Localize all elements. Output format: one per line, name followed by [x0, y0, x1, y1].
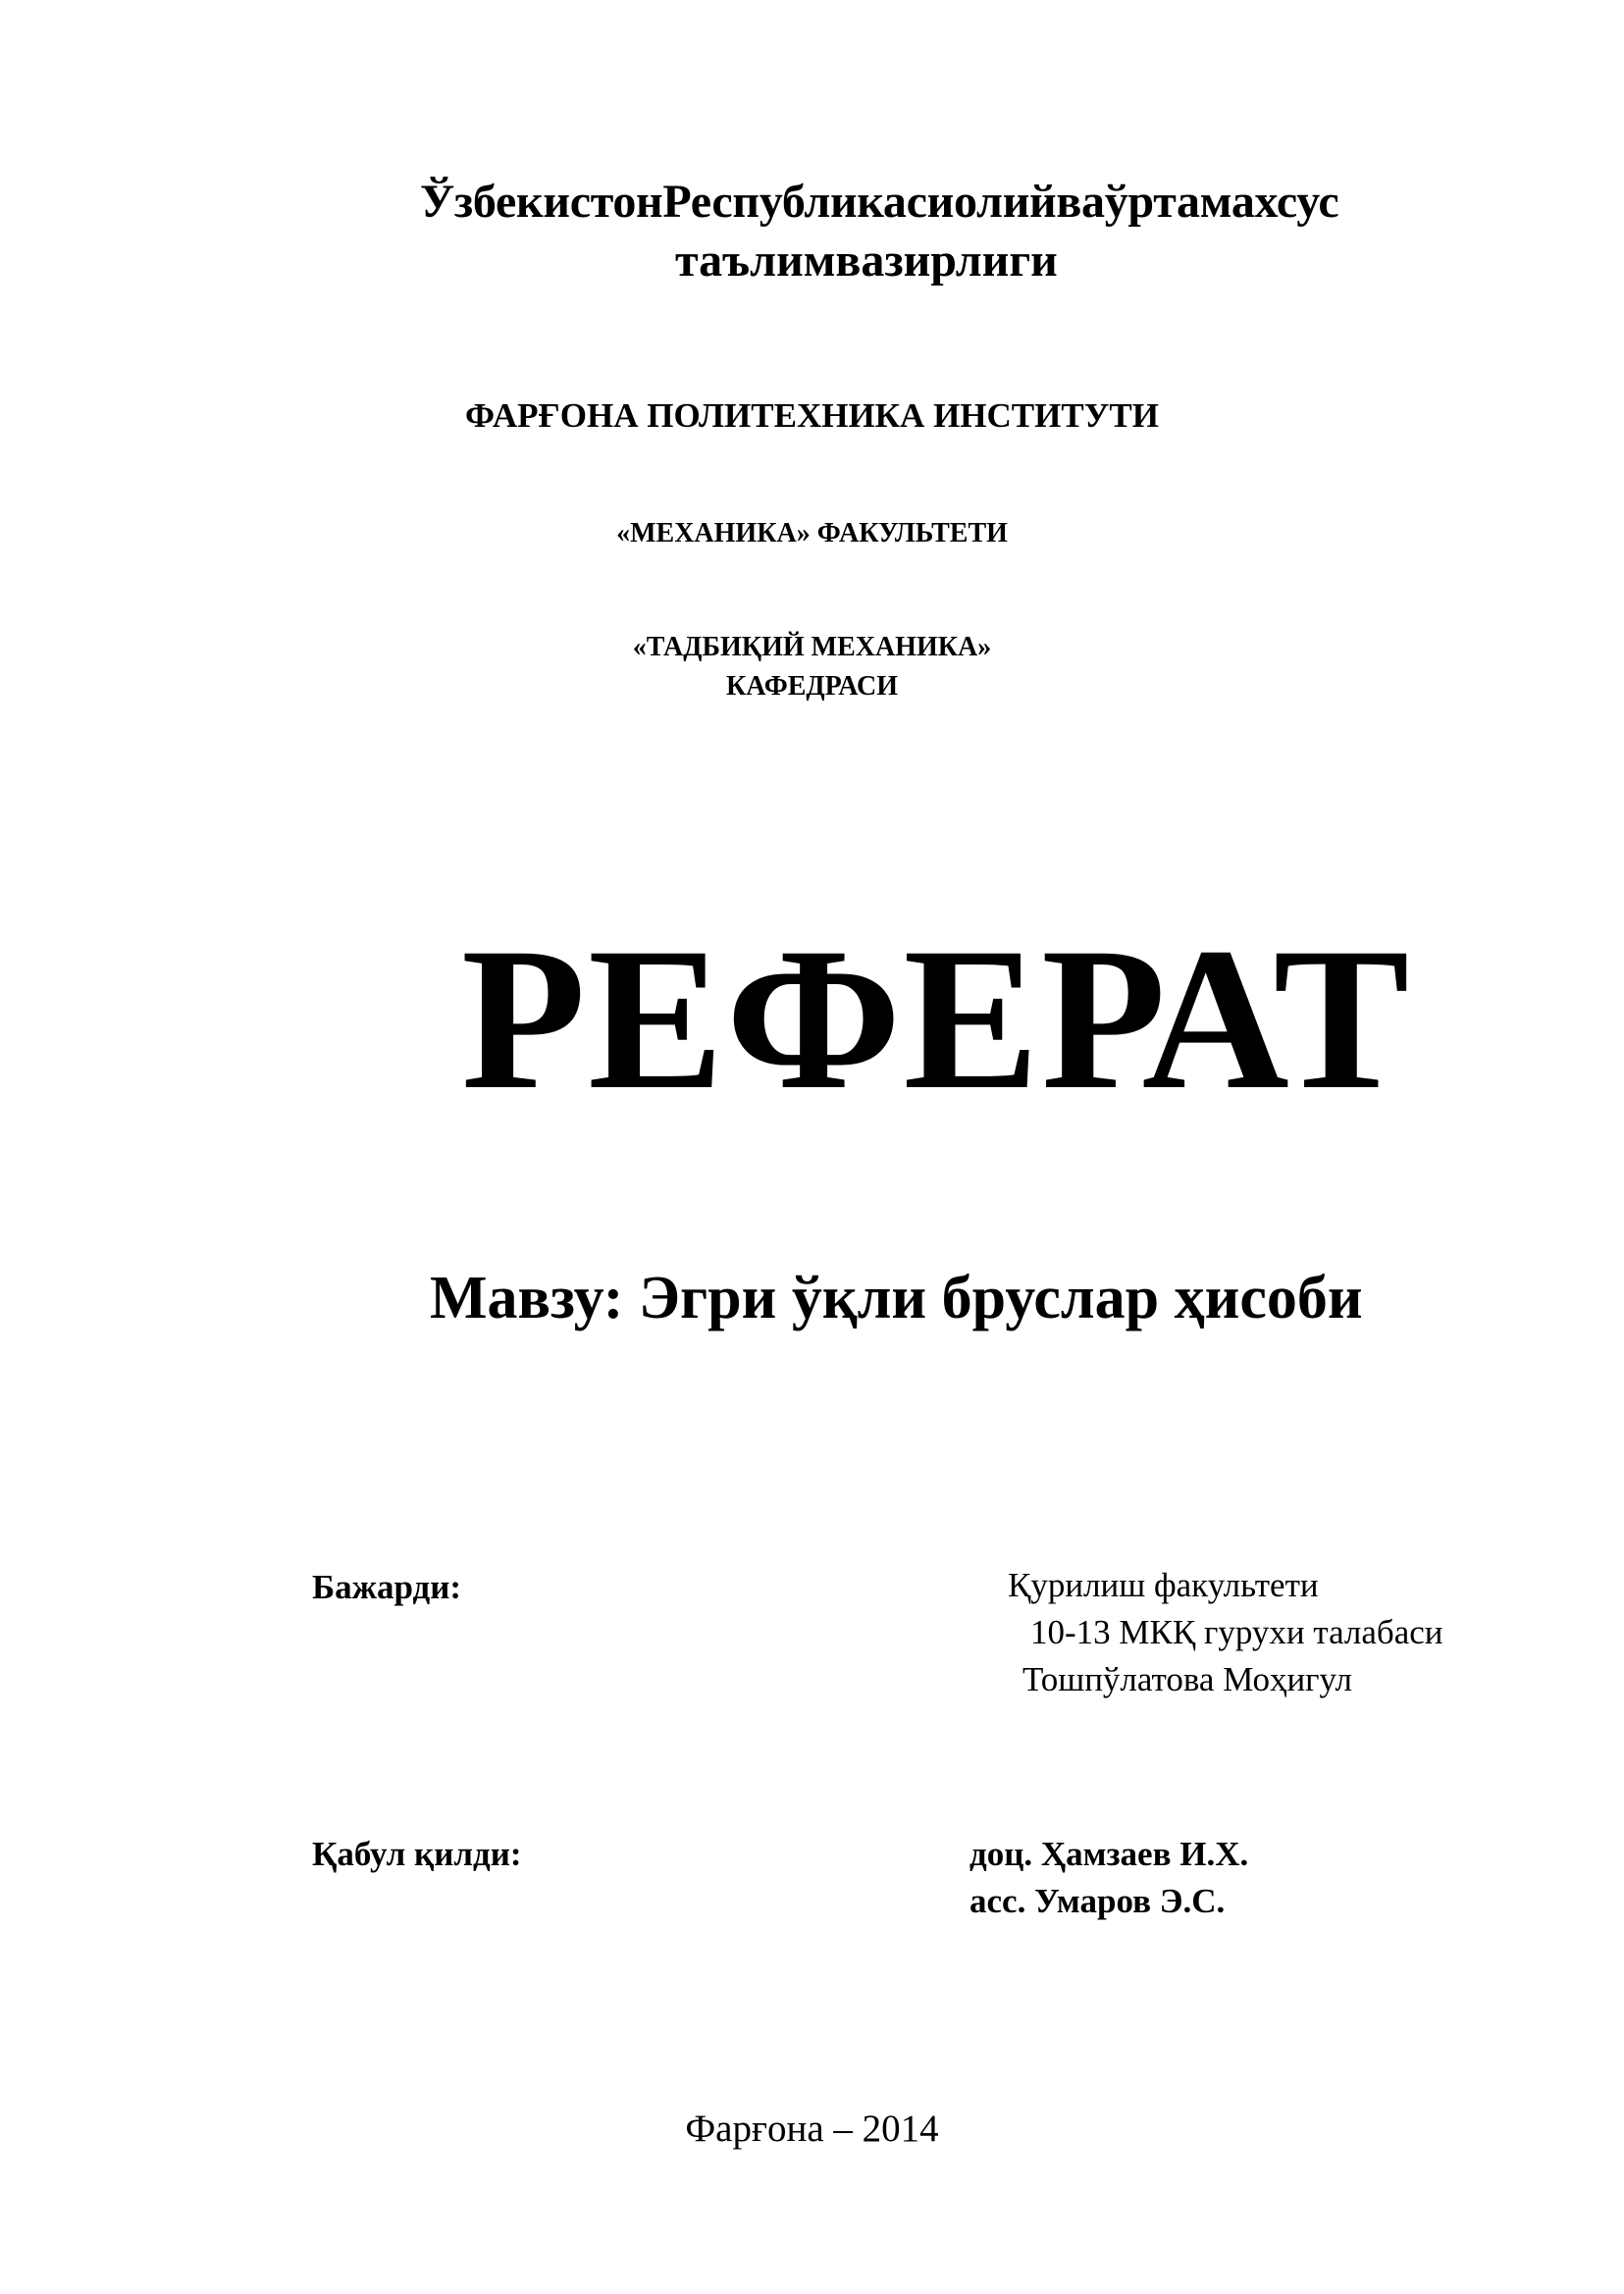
document-title: РЕФЕРАТ	[461, 906, 1412, 1131]
department-name-line-1: «ТАДБИҚИЙ МЕХАНИКА»	[632, 632, 992, 662]
accepted-by-reviewer-2: асс. Умаров Э.С.	[969, 1882, 1226, 1920]
accepted-by-reviewer-1: доц. Ҳамзаев И.Х.	[969, 1835, 1249, 1873]
accepted-by-label: Қабул қилди:	[312, 1835, 522, 1873]
performed-by-label: Бажарди:	[312, 1568, 462, 1606]
topic-heading: Мавзу: Эгри ўқли бруслар ҳисоби	[430, 1265, 1363, 1331]
performed-by-faculty: Қурилиш факультети	[1008, 1566, 1319, 1604]
institute-name: ФАРҒОНА ПОЛИТЕХНИКА ИНСТИТУТИ	[465, 396, 1159, 435]
department-name-line-2: КАФЕДРАСИ	[725, 671, 899, 702]
performed-by-student-name: Тошпўлатова Моҳигул	[1022, 1660, 1352, 1698]
faculty-name: «МЕХАНИКА» ФАКУЛЬТЕТИ	[616, 518, 1008, 548]
ministry-name-line-2: таълимвазирлиги	[675, 235, 1058, 287]
city-and-year: Фарғона – 2014	[685, 2108, 939, 2150]
performed-by-group: 10-13 МКҚ гурухи талабаси	[1030, 1613, 1443, 1651]
ministry-name-line-1: ЎзбекистонРеспубликасиолийваўртамахсус	[420, 176, 1339, 228]
